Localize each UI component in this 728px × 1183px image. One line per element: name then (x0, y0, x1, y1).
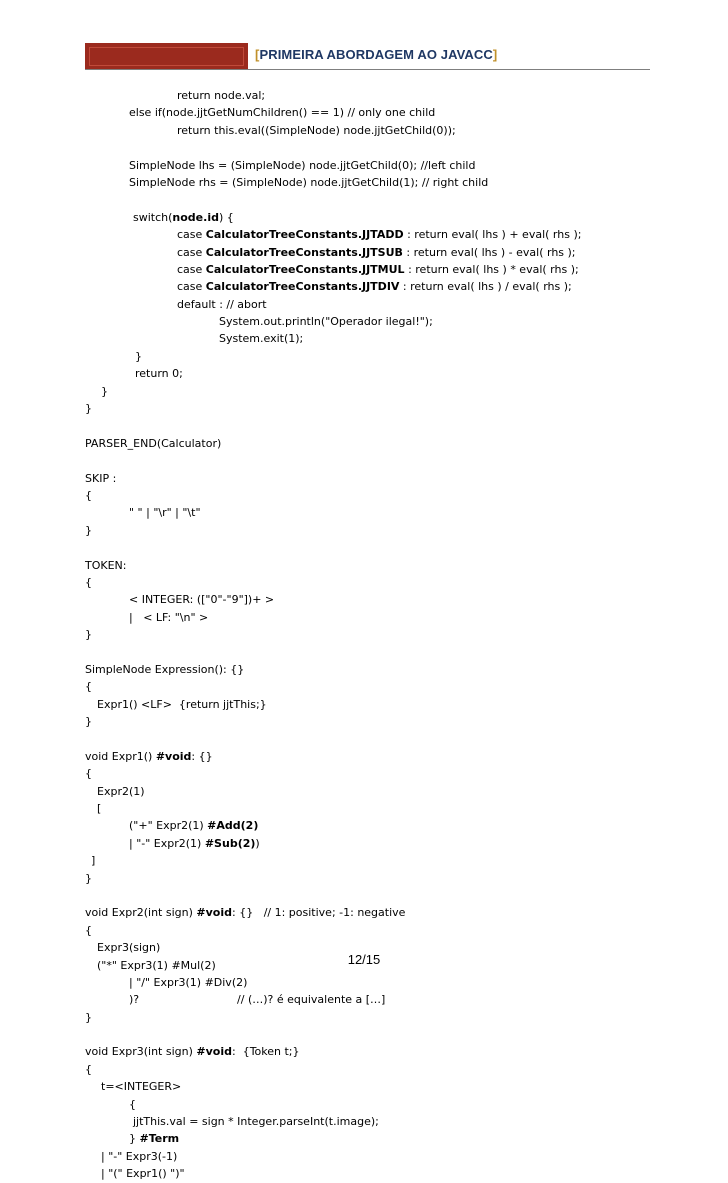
code-line: Expr3(sign) (97, 941, 161, 955)
code-text: ("+" Expr2(1) (129, 819, 208, 833)
code-text: : return eval( lhs ) - eval( rhs ); (402, 245, 576, 259)
code-line: { (85, 767, 92, 781)
header-rule (85, 69, 650, 70)
code-line: return node.val; (177, 89, 266, 102)
code-keyword: CalculatorTreeConstants.JJTSUB (205, 245, 403, 259)
code-line: " " | "\r" | "\t" (129, 506, 201, 520)
code-text: : return eval( lhs ) + eval( rhs ); (403, 228, 582, 242)
code-text: void Expr1() (85, 749, 156, 763)
code-text: void Expr2(int sign) (85, 906, 197, 920)
code-line: System.out.println("Operador ilegal!"); (219, 315, 433, 329)
code-text: case (177, 280, 206, 294)
blank-line (85, 191, 675, 208)
code-keyword: CalculatorTreeConstants.JJTADD (205, 228, 404, 242)
code-text: case (177, 245, 206, 259)
code-line (85, 748, 675, 765)
code-line: < INTEGER: (["0"-"9"])+ > (129, 593, 275, 607)
header-open-bracket: [ (255, 47, 260, 62)
code-line: ("*" Expr3(1) #Mul(2) (97, 958, 216, 972)
blank-line (85, 1026, 675, 1043)
code-keyword: #Sub(2) (204, 836, 256, 850)
code-line: default : // abort (177, 297, 267, 311)
code-text: : {Token t;} (232, 1045, 300, 1059)
code-line: TOKEN: (85, 558, 127, 572)
code-line (85, 835, 675, 852)
code-line: [ (97, 802, 102, 816)
code-line: SimpleNode Expression(): {} (85, 662, 245, 676)
code-line: } (135, 349, 142, 363)
code-line: t=<INTEGER> (101, 1080, 182, 1094)
code-keyword: #void (196, 1045, 232, 1059)
code-line: else if(node.jjtGetNumChildren() == 1) // only one child (129, 106, 436, 120)
header-title-text: PRIMEIRA ABORDAGEM AO JAVACC (259, 47, 493, 62)
code-line: | "(" Expr1() ")" (101, 1167, 185, 1181)
code-line (85, 226, 675, 243)
code-line: } (85, 523, 92, 537)
code-line: PARSER_END(Calculator) (85, 436, 222, 450)
code-line: } (85, 402, 92, 416)
blank-line (85, 417, 675, 434)
code-keyword: #Add(2) (207, 819, 259, 833)
code-line: return this.eval((SimpleNode) node.jjtGetChild(0)); (177, 123, 456, 137)
code-line: | "-" Expr3(-1) (101, 1149, 178, 1163)
header-close-bracket: ] (492, 47, 498, 62)
code-line: } (85, 1010, 92, 1024)
code-line: { (85, 923, 92, 937)
code-line: SimpleNode rhs = (SimpleNode) node.jjtGetChild(1); // right child (129, 175, 489, 189)
code-line: SKIP : (85, 471, 117, 485)
code-text: : return eval( lhs ) / eval( rhs ); (399, 280, 572, 294)
code-line: Expr1() <LF> {return jjtThis;} (97, 697, 267, 711)
code-line: return 0; (135, 367, 183, 381)
code-text: } (129, 1132, 140, 1146)
code-text: ) (255, 836, 260, 850)
code-keyword: #void (196, 906, 232, 920)
blank-line (85, 730, 675, 747)
code-keyword: CalculatorTreeConstants.JJTMUL (205, 262, 405, 276)
code-line (85, 817, 675, 834)
code-keyword: CalculatorTreeConstants.JJTDIV (205, 280, 400, 294)
code-line: | "/" Expr3(1) #Div(2) (129, 975, 248, 989)
blank-line (85, 644, 675, 661)
code-line: ] (91, 854, 96, 868)
code-line: | < LF: "\n" > (129, 610, 209, 624)
code-line: } (85, 628, 92, 642)
blank-line (85, 452, 675, 469)
code-line: )? // (…)? é equivalente a […] (129, 993, 386, 1007)
code-line: { (129, 1097, 136, 1111)
code-text: case (177, 228, 206, 242)
code-text: switch( (133, 210, 173, 224)
code-line (85, 261, 675, 278)
blank-line (85, 887, 675, 904)
code-line: { (85, 680, 92, 694)
header-accent-bar (85, 43, 248, 70)
code-line: { (85, 488, 92, 502)
code-line: jjtThis.val = sign * Integer.parseInt(t.image); (133, 1115, 379, 1129)
code-text: : {} (191, 749, 213, 763)
code-line: } (85, 871, 92, 885)
code-line: { (85, 575, 92, 589)
code-line: } (85, 715, 92, 729)
blank-line (85, 539, 675, 556)
code-line: { (85, 1062, 92, 1076)
code-keyword: #void (155, 749, 192, 763)
code-text: | "-" Expr2(1) (129, 836, 205, 850)
code-text: ) { (218, 210, 234, 224)
code-line (85, 904, 675, 921)
code-keyword: #Term (139, 1132, 180, 1146)
code-keyword: node.id (172, 210, 219, 224)
code-line (85, 1130, 675, 1147)
running-header (255, 47, 497, 67)
code-listing (85, 87, 675, 1183)
code-line (85, 278, 675, 295)
code-text: case (177, 262, 206, 276)
code-line: SimpleNode lhs = (SimpleNode) node.jjtGetChild(0); //left child (129, 158, 476, 172)
code-line (85, 1043, 675, 1060)
code-line (85, 209, 675, 226)
blank-line (85, 139, 675, 156)
code-line: } (101, 384, 108, 398)
code-line: Expr2(1) (97, 784, 145, 798)
page-number: 12/15 (347, 952, 381, 967)
code-line: System.exit(1); (219, 332, 304, 346)
code-text: void Expr3(int sign) (85, 1045, 197, 1059)
code-text: : {} // 1: positive; -1: negative (232, 906, 406, 920)
code-text: : return eval( lhs ) * eval( rhs ); (404, 262, 579, 276)
code-line (85, 244, 675, 261)
